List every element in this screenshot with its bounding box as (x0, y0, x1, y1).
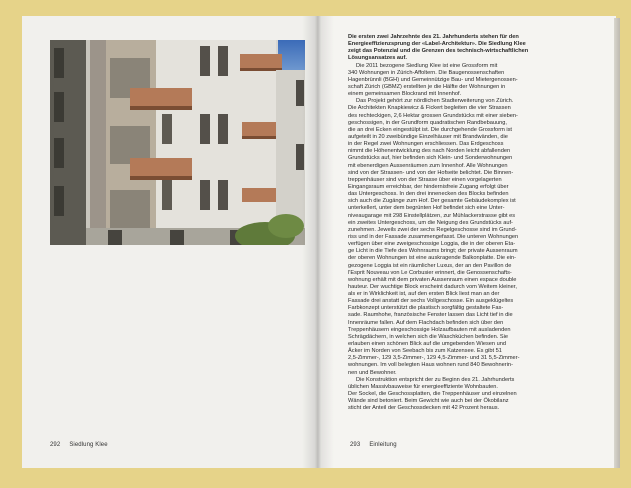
apartment-building-photo-icon (50, 40, 305, 245)
text-line: wohnungen. Im voll belegten Haus wohnen rund 840 Bewohnerin- (348, 362, 513, 369)
text-line: in der Regel zwei Wohnungen erschliessen. Das Erdgeschoss (348, 141, 504, 148)
text-line: verfügen über eine zweigeschossige Loggia, die in der oberen Eta- (348, 241, 516, 248)
right-page (318, 16, 616, 468)
text-line: Die 2011 bezogene Siedlung Klee ist eine Grossform mit (356, 62, 498, 69)
text-line: Eingangsraum erreichbar, der hindernisfreie Zugang erfolgt über (348, 183, 509, 190)
text-line: ge Licht in die Tiefe des Wohnraums bringt; der private Aussenraum (348, 248, 518, 255)
text-line: 340 Wohnungen in Zürich-Affoltern. Die Baugenossenschaften (348, 69, 505, 76)
text-line: Die Konstruktion entspricht der zu Beginn des 21. Jahrhunderts (356, 376, 515, 383)
text-line: Wände sind betoniert. Beim Gewicht wie auch bei der Ökobilanz (348, 398, 509, 405)
text-line: treppenhäuser sind von der Strasse über einen vorgelagerten (348, 176, 502, 183)
text-line: Schrägdächern, in welchen sich die Waschküchen befinden. Sie (348, 333, 509, 340)
text-line: riss und in der Fassade zusammengefasst. Die unteren Wohnungen (348, 233, 519, 240)
text-line: sade. Raumhohe, französische Fenster lassen das Licht tief in die (348, 312, 513, 319)
text-line: hauteur. Der wuchtige Block erscheint dadurch vom Weitem kleiner, (348, 283, 517, 290)
text-line: wohnung erhält mit dem privaten Aussenraum einen espace double (348, 276, 517, 283)
text-line: schaft Zürich (GBMZ) erstellten je die Hälfte der Wohnungen in (348, 83, 506, 90)
text-line: Farbkonzept unterstützt die plastisch sorgfältig gestaltete Fas- (348, 305, 504, 312)
text-line: l'Esprit Nouveau von Le Corbusier erinnert, die Genossenschafts- (348, 269, 512, 276)
lead-line: zeigt das Potenzial und die Grenzen des technisch-wirtschaftlichen (348, 48, 529, 55)
body-text (348, 34, 596, 412)
text-line: das Untergeschoss. In den drei innenecken des Blocks befinden (348, 191, 509, 198)
left-page (22, 16, 318, 468)
text-line: Treppenhäusern eingeschossige Holzaufbauten mit ausladenden (348, 326, 511, 333)
lead-line: Lösungsansatzes auf. (348, 55, 407, 62)
text-line: sich auch die Zugänge zum Hof. Der gesamte Gebäudekomplex ist (348, 198, 516, 205)
text-line: mit ebenerdigen Aussenräumen zum Innenhof. Alle Wohnungen (348, 162, 508, 169)
text-line: nimmt die Höhenentwicklung des nach Norden leicht abfallenden (348, 148, 511, 155)
building-photo (50, 40, 305, 245)
text-line: unterkellert, unter dem begrünten Hof befindet sich eine Unter- (348, 205, 505, 212)
text-line: Hagenbrünnli (BGH) und Gemeinnützige Bau- und Mietergenossen- (348, 76, 518, 83)
left-running-title: Siedlung Klee (69, 442, 108, 448)
text-line: gezogene Loggia ist ein räumlicher Luxus, der an den Pavillon de (348, 262, 512, 269)
text-line: als er in Wirklichkeit ist, auf den ersten Blick liest man an der (348, 291, 500, 298)
lead-line: Energieeffizienzsprung der «Label-Architektur». Die Siedlung Klee (348, 41, 526, 48)
text-line: erlauben einen schönen Blick auf die umgebenden Wiesen und (348, 341, 507, 348)
text-line: geschossigen, in der Grundform quadratischen Randbebauung, (348, 119, 507, 126)
text-line: Die Architekten Knapkiewicz & Fickert begleiten die vier Strassen (348, 105, 511, 112)
text-line: Äcker im Norden von Seebach bis zum Katzensee. Es gibt 51 (348, 348, 502, 355)
text-line: üblichen Massivbauweise für energieeffiziente Wohnbauten. (348, 383, 498, 390)
text-line: sind von der Strassen- und von der Hofseite belichtet. Die Binnen- (348, 169, 514, 176)
lead-line: Die ersten zwei Jahrzehnte des 21. Jahrhunderts stehen für den (348, 34, 519, 40)
text-line: nen und Bewohner. (348, 369, 397, 376)
text-line: Innenräume fallen. Auf dem Flachdach befinden sich über den (348, 319, 504, 326)
text-line: Der Sockel, die Geschossplatten, die Treppenhäuser und einzelnen (348, 391, 517, 398)
text-line: Grundstücks auf, hier befinden sich Klein- und Sonderwohnungen (348, 155, 513, 162)
text-line: Das Projekt gehört zur nördlichen Stadterweiterung von Zürich. (356, 98, 514, 105)
text-line: niveaugarage mit 298 Einstellplätzen, zur Mühlackerstrasse gibt es (348, 212, 516, 219)
right-folio (350, 442, 397, 448)
text-line: die an drei Ecken eingestülpt ist. Die durchgehende Grossform ist (348, 126, 512, 133)
right-running-title: Einleitung (369, 442, 397, 448)
text-line: des rechteckigen, 2,6 Hektar grossen Grundstücks mit einer sieben- (348, 112, 518, 119)
text-line: 2,5-Zimmer-, 129 3,5-Zimmer-, 129 4,5-Zimmer- und 31 5,5-Zimmer- (348, 355, 520, 362)
right-page-number: 293 (350, 442, 361, 448)
text-line: ein zweites Untergeschoss, um die Neigung des Grundstücks auf- (348, 219, 513, 226)
text-line: Fassade drei anstatt der sechs Vollgeschosse. Ein ausgeklügeltes (348, 298, 514, 305)
text-line: sticht der Anteil der Geschossdecken mit 42 Prozent heraus. (348, 405, 500, 412)
page-edge (614, 18, 620, 468)
text-line: zunehmen. Jeweils zwei der sechs Regelgeschosse sind im Grund- (348, 226, 517, 233)
text-line: einem gemeinsamen Blockrand mit Innenhof. (348, 91, 462, 98)
left-page-number: 292 (50, 442, 61, 448)
text-line: der oberen Wohnungen ist eine auskragende Balkonplatte. Die ein- (348, 255, 516, 262)
left-folio (50, 442, 108, 448)
open-book (22, 16, 616, 468)
text-line: aufgeteilt in 20 zweibündige Einzelhäuser mit Brandwänden, die (348, 133, 508, 140)
